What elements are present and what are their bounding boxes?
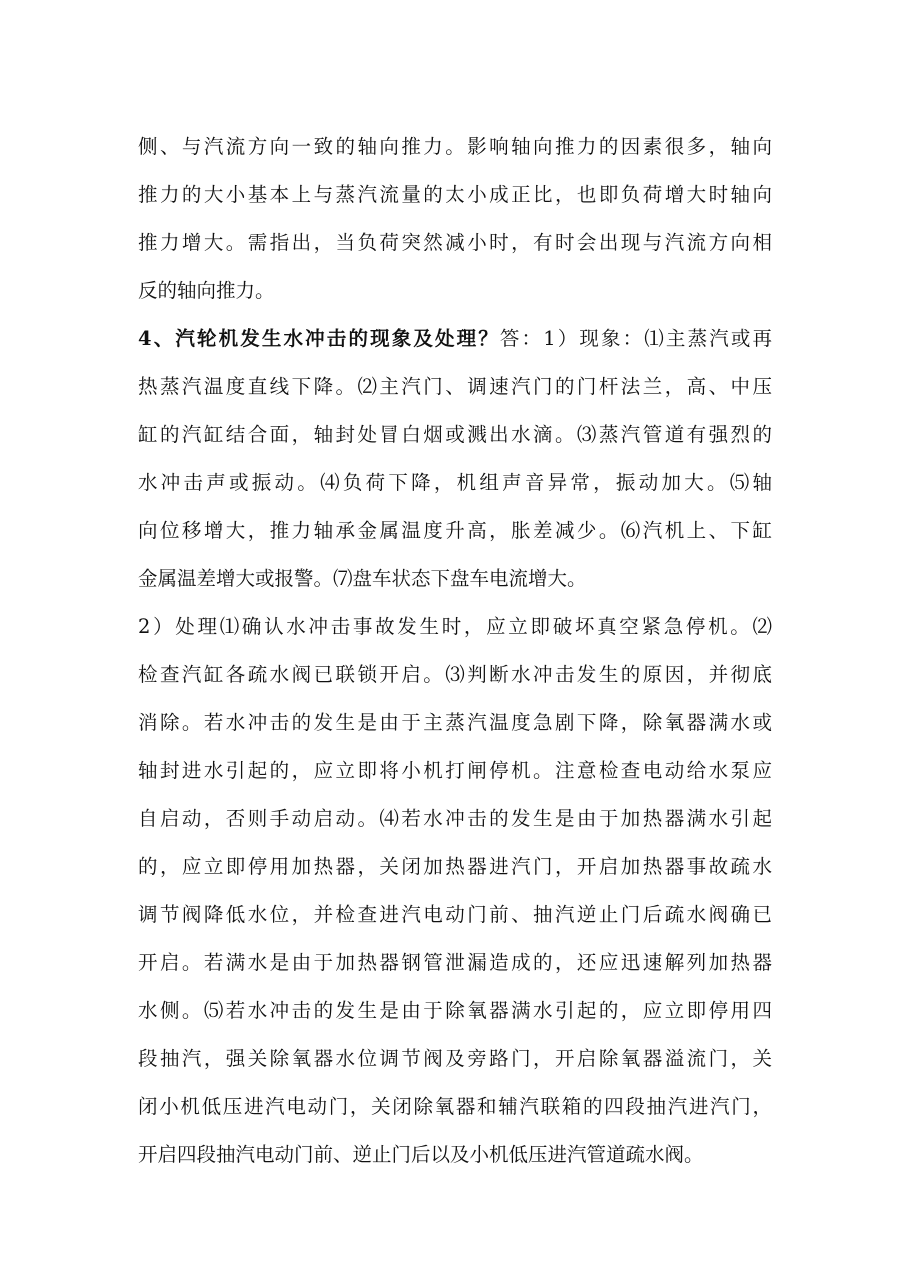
text-line: 向位移增大，推力轴承金属温度升高，胀差减少。⑹汽机上、下缸	[138, 519, 772, 542]
text-line: 检查汽缸各疏水阀已联锁开启。⑶判断水冲击发生的原因，并彻底	[138, 663, 772, 686]
text-line: 2）处理⑴确认水冲击事故发生时，应立即破坏真空紧急停机。⑵	[138, 615, 772, 638]
text-line: 金属温差增大或报警。⑺盘车状态下盘车电流增大。	[138, 567, 587, 590]
text-line: 开启四段抽汽电动门前、逆止门后以及小机低压进汽管道疏水阀。	[138, 1143, 704, 1166]
text-line: 段抽汽，强关除氧器水位调节阀及旁路门，开启除氧器溢流门，关	[138, 1047, 772, 1070]
paragraph-treatment	[138, 603, 772, 1179]
question-4-first-line	[138, 315, 772, 363]
text-line: 轴封进水引起的，应立即将小机打闸停机。注意检查电动给水泵应	[138, 759, 772, 782]
question-4-block	[138, 315, 772, 603]
text-line: 调节阀降低水位，并检查进汽电动门前、抽汽逆止门后疏水阀确已	[138, 903, 772, 926]
text-line: 自启动，否则手动启动。⑷若水冲击的发生是由于加热器满水引起	[138, 807, 772, 830]
paragraph-axial-thrust	[138, 123, 772, 315]
text-line: 闭小机低压进汽电动门，关闭除氧器和辅汽联箱的四段抽汽进汽门，	[138, 1095, 772, 1118]
text-line: 水冲击声或振动。⑷负荷下降，机组声音异常，振动加大。⑸轴	[138, 471, 772, 494]
text-line: 消除。若水冲击的发生是由于主蒸汽温度急剧下降，除氧器满水或	[138, 711, 772, 734]
question-4-answer-start: 答：1）现象：⑴主蒸汽或再	[499, 327, 772, 350]
text-line: 的，应立即停用加热器，关闭加热器进汽门，开启加热器事故疏水	[138, 855, 772, 878]
text-line: 侧、与汽流方向一致的轴向推力。影响轴向推力的因素很多，轴向	[138, 135, 772, 158]
text-line: 开启。若满水是由于加热器钢管泄漏造成的，还应迅速解列加热器	[138, 951, 772, 974]
text-line: 反的轴向推力。	[138, 279, 275, 302]
text-line: 水侧。⑸若水冲击的发生是由于除氧器满水引起的，应立即停用四	[138, 999, 772, 1022]
text-line: 热蒸汽温度直线下降。⑵主汽门、调速汽门的门杆法兰，高、中压	[138, 375, 772, 398]
text-line: 推力增大。需指出，当负荷突然减小时，有时会出现与汽流方向相	[138, 231, 772, 254]
text-line: 缸的汽缸结合面，轴封处冒白烟或溅出水滴。⑶蒸汽管道有强烈的	[138, 423, 772, 446]
document-page	[138, 123, 772, 1179]
text-line: 推力的大小基本上与蒸汽流量的太小成正比，也即负荷增大时轴向	[138, 183, 772, 206]
question-4-heading: 4、汽轮机发生水冲击的现象及处理？	[138, 327, 500, 350]
